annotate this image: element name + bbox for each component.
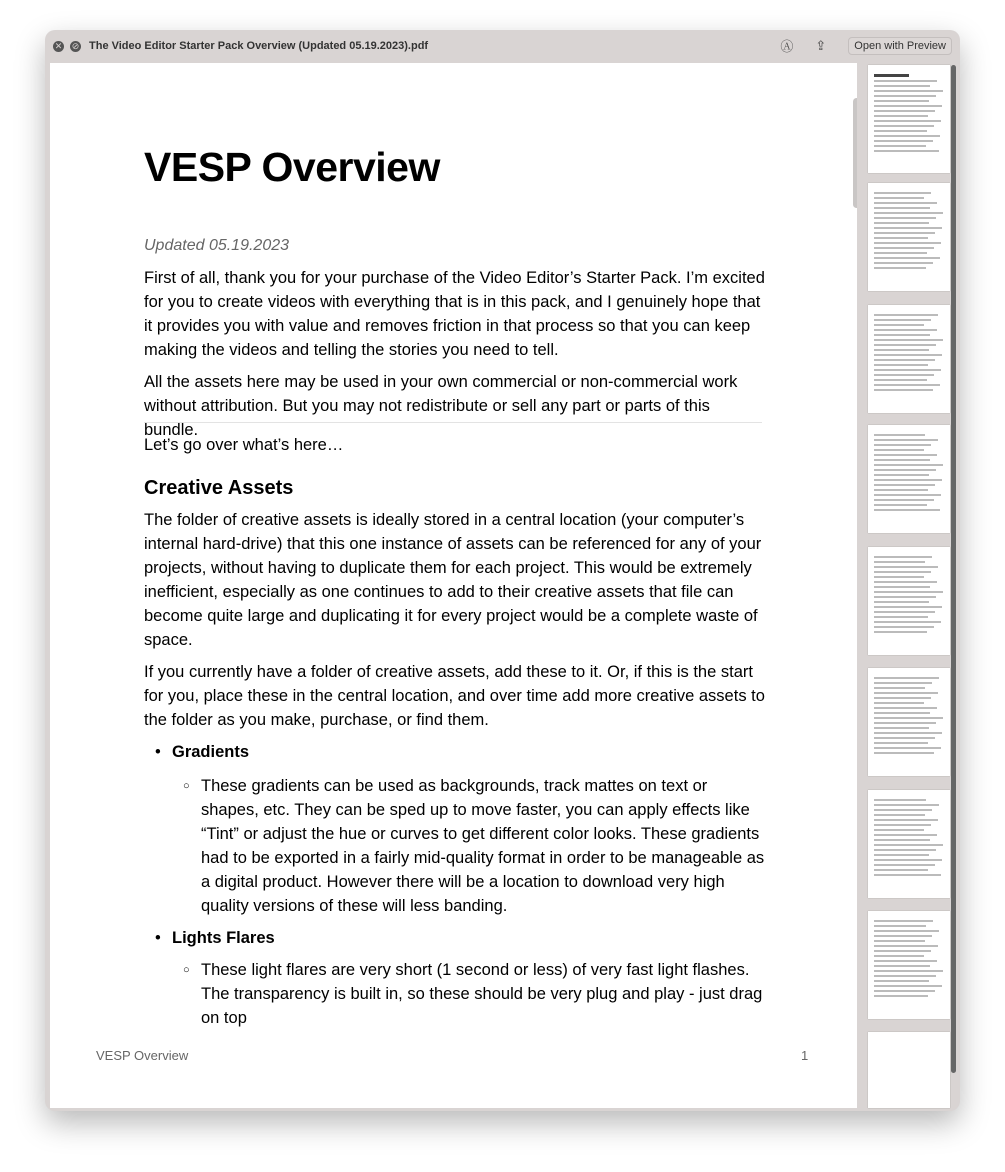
pdf-page	[50, 63, 857, 1108]
page-thumbnail[interactable]	[868, 65, 950, 173]
title-bar	[45, 30, 960, 62]
light-flares-description: ○ These light flares are very short (1 second or less) of very fast light flashes. The transparency is built in, so these should be very plug and play - just drag on top	[201, 958, 766, 1030]
window-title: The Video Editor Starter Pack Overview (Updated 05.19.2023).pdf	[89, 40, 429, 52]
page-thumbnail[interactable]	[868, 305, 950, 413]
license-paragraph: All the assets here may be used in your own commercial or non-commercial work without attribution. But you may not redistribute or sell any part or parts of this bundle.	[144, 373, 738, 439]
folder-paragraph: If you currently have a folder of creative assets, add these to it. Or, if this is the start for you, place these in the central location, and over time add more creative assets to the folder as you make, purchase, or find them.	[144, 663, 765, 729]
page-thumbnail[interactable]	[868, 668, 950, 776]
open-with-preview-button[interactable]: Open with Preview	[848, 37, 952, 55]
bullet-gradients: • Gradients	[172, 740, 249, 764]
page-thumbnail[interactable]	[868, 1032, 950, 1108]
page-thumbnail[interactable]	[868, 547, 950, 655]
updated-date: Updated 05.19.2023	[144, 237, 290, 254]
section-heading: Creative Assets	[144, 477, 294, 499]
bullet-light-flares: • Lights Flares	[172, 926, 275, 950]
page-number: 1	[801, 1048, 809, 1063]
gradients-description: ○ These gradients can be used as backgrounds, track mattes on text or shapes, etc. They can be sped up to move faster, you can apply effects like “Tint” or adjust the hue or curves to get different color looks. These gradients had to be exported in a fairly mid-quality format in order to be manageable as a digital product. However there will be a location to download very high quality versions of these will less banding.	[201, 774, 766, 918]
page-thumbnail[interactable]	[868, 911, 950, 1019]
sidebar-scrollbar[interactable]	[951, 65, 956, 1073]
page-thumbnail[interactable]	[868, 425, 950, 533]
markup-icon[interactable]: Ⓐ	[780, 39, 794, 54]
quicklook-window	[45, 30, 960, 1111]
intro-paragraph: First of all, thank you for your purchase of the Video Editor’s Starter Pack. I’m excited for you to create videos with everything that is in this pack, and I genuinely hope that it provides you with value and removes friction in that process so that you can keep making the videos and telling the stories you need to tell.	[144, 269, 765, 359]
close-icon[interactable]: ✕	[54, 40, 63, 51]
lets-go-paragraph: Let’s go over what’s here…	[144, 436, 344, 454]
page-footer-title: VESP Overview	[96, 1048, 189, 1063]
fullscreen-icon[interactable]: ⊘	[71, 40, 80, 51]
doc-title: VESP Overview	[144, 144, 440, 190]
creative-assets-paragraph: The folder of creative assets is ideally stored in a central location (your computer’s internal hard-drive) that this one instance of assets can be referenced for any of your projects, without having to duplicate them for each project. This would be extremely inefficient, especially as one continues to add to their creative assets that file can become quite large and duplicating it for every project would be a complete waste of space.	[144, 511, 762, 649]
share-icon[interactable]: ⇪	[815, 37, 827, 53]
page-scrollbar[interactable]	[853, 98, 857, 208]
divider	[144, 422, 762, 423]
page-thumbnail[interactable]	[868, 790, 950, 898]
page-thumbnail[interactable]	[868, 183, 950, 291]
